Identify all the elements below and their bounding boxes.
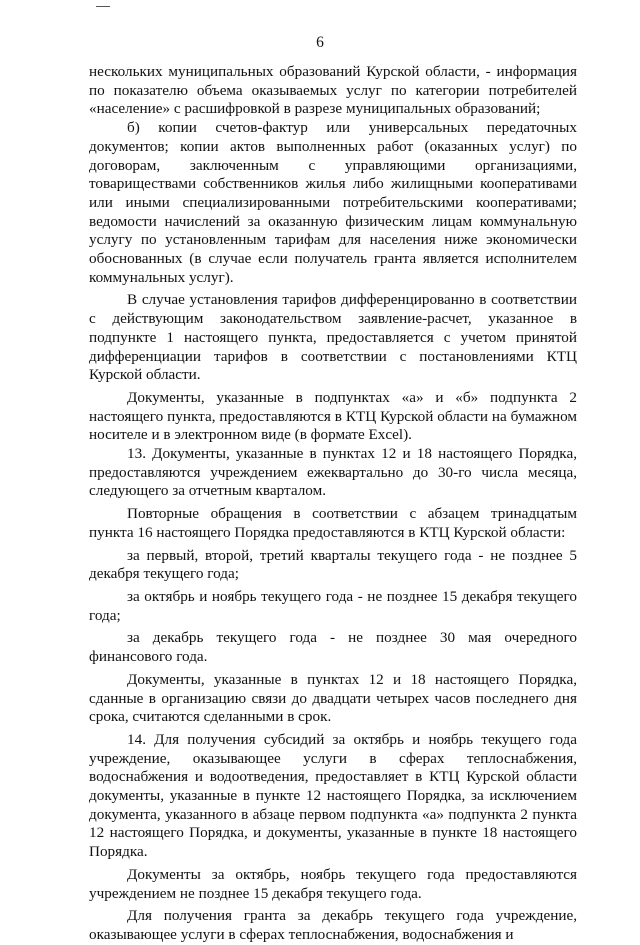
- scan-mark: [96, 6, 110, 7]
- paragraph-2: б) копии счетов-фактур или универсальных передаточных документов; копии актов выполненных работ (оказанных услуг) по договорам, заключенным с управляющими организациями, товариществами собственников жилья либо жилищными кооперативами или иными специализированными потребительскими кооперативами; ведомости начислений за оказанную физическим лицам коммунальную услугу по установленным тарифам для населения ниже экономически обоснованных (в случае если получатель гранта является исполнителем коммунальных услуг).: [89, 119, 577, 286]
- paragraph-6: Повторные обращения в соответствии с абзацем тринадцатым пункта 16 настоящего Порядка предоставляются в КТЦ Курской области:: [89, 505, 577, 541]
- paragraph-7: за первый, второй, третий кварталы текущего года - не позднее 5 декабря текущего года;: [89, 546, 577, 583]
- document-body: [89, 63, 577, 945]
- paragraph-8: за октябрь и ноябрь текущего года - не позднее 15 декабря текущего года;: [89, 587, 577, 624]
- paragraph-10: Документы, указанные в пунктах 12 и 18 настоящего Порядка, сданные в организацию связи до двадцати четырех часов последнего дня срока, считаются сделанными в срок.: [89, 670, 577, 726]
- paragraph-11: 14. Для получения субсидий за октябрь и ноябрь текущего года учреждение, оказывающее услуги в сферах теплоснабжения, водоснабжения и водоотведения, предоставляет в КТЦ Курской области документы, указанные в пункте 12 настоящего Порядка, за исключением документа, указанного в абзаце первом подпункта «а» подпункта 2 пункта 12 настоящего Порядка, и документы, указанные в пункте 18 настоящего Порядка.: [89, 730, 577, 861]
- paragraph-5: 13. Документы, указанные в пунктах 12 и 18 настоящего Порядка, предоставляются учреждением ежеквартально до 30-го числа месяца, следующего за отчетным кварталом.: [89, 445, 577, 500]
- page-number: 6: [316, 34, 324, 51]
- paragraph-1: нескольких муниципальных образований Курской области, - информация по показателю объема оказываемых услуг по категории потребителей «население» с расшифровкой в разрезе муниципальных образований;: [89, 63, 577, 118]
- paragraph-3: В случае установления тарифов дифференцированно в соответствии с действующим законодательством заявление-расчет, указанное в подпункте 1 настоящего пункта, предоставляется с учетом принятой дифференциации тарифов в соответствии с постановлениями КТЦ Курской области.: [89, 291, 577, 384]
- paragraph-13: Для получения гранта за декабрь текущего года учреждение, оказывающее услуги в сферах теплоснабжения, водоснабжения и: [89, 907, 577, 943]
- paragraph-9: за декабрь текущего года - не позднее 30 мая очередного финансового года.: [89, 629, 577, 666]
- paragraph-12: Документы за октябрь, ноябрь текущего года предоставляются учреждением не позднее 15 декабря текущего года.: [89, 865, 577, 902]
- paragraph-4: Документы, указанные в подпунктах «а» и «б» подпункта 2 настоящего пункта, предоставляются в КТЦ Курской области на бумажном носителе и в электронном виде (в формате Excel).: [89, 388, 577, 444]
